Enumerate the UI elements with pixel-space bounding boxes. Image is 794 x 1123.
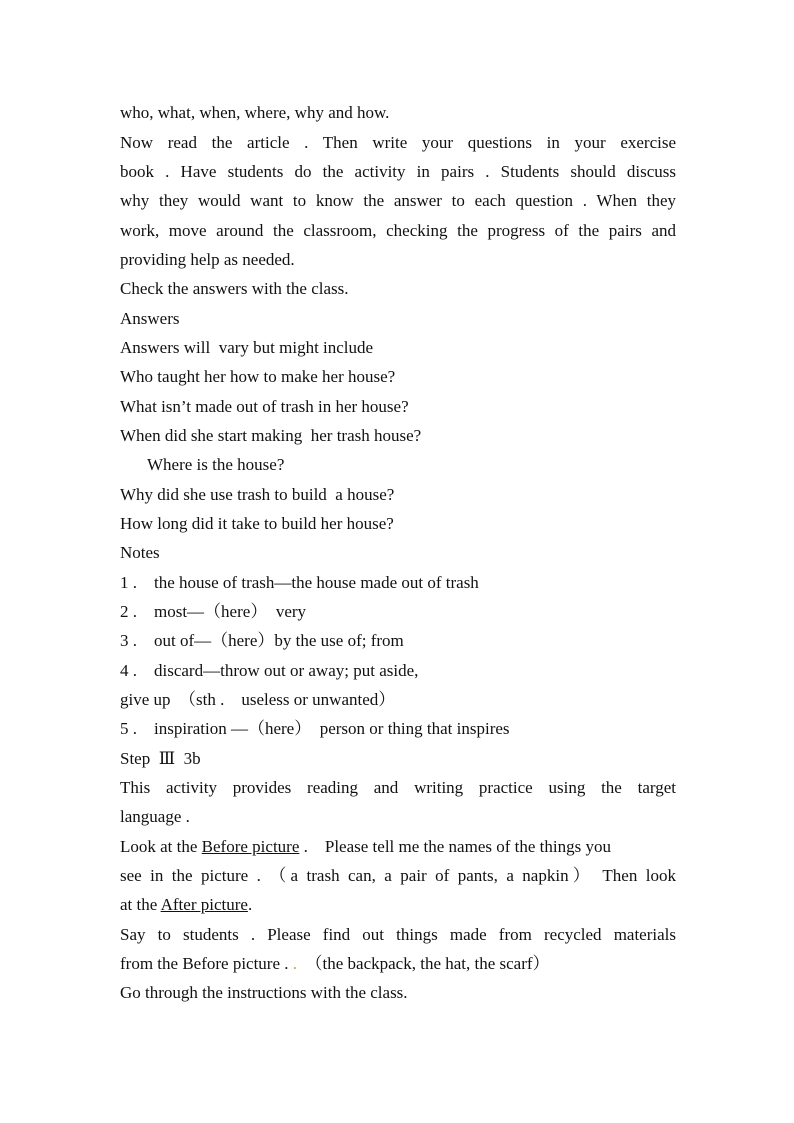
text-segment: at the	[120, 895, 161, 914]
answer-line: When did she start making her trash house?	[120, 426, 422, 445]
text-line	[120, 894, 676, 916]
text-line: Answers will vary but might include	[120, 338, 374, 357]
section-heading: Notes	[120, 543, 160, 562]
text-line: work, move around the classroom, checking the progress of the pairs and	[120, 221, 676, 240]
text-line: language .	[120, 807, 190, 826]
text-line: why they would want to know the answer to each question . When they	[120, 191, 676, 210]
text-line: book . Have students do the activity in pairs . Students should discuss	[120, 162, 676, 181]
answer-line: How long did it take to build her house?	[120, 514, 394, 533]
text-line: Say to students . Please find out things made from recycled materials	[120, 925, 676, 944]
before-picture-link: Before picture	[201, 837, 300, 856]
note-item: 4 . discard—throw out or away; put aside,	[120, 661, 419, 680]
text-line	[120, 836, 676, 858]
answer-line: What isn’t made out of trash in her house?	[120, 397, 409, 416]
note-item: 1 . the house of trash—the house made out of trash	[120, 573, 479, 592]
answer-line: Where is the house?	[147, 455, 285, 474]
text-line: see in the picture . （a trash can, a pair of pants, a napkin） Then look	[120, 866, 676, 885]
text-line: providing help as needed.	[120, 250, 295, 269]
note-item: 5 . inspiration —（here） person or thing that inspires	[120, 719, 510, 738]
text-line: Check the answers with the class.	[120, 279, 349, 298]
note-item: 3 . out of—（here）by the use of; from	[120, 631, 404, 650]
text-line: Now read the article . Then write your questions in your exercise	[120, 133, 676, 152]
text-line	[120, 953, 676, 975]
text-segment: Look at the	[120, 837, 202, 856]
text-segment: from the Before picture .	[120, 954, 293, 973]
note-item-continued: give up （sth . useless or unwanted）	[120, 690, 396, 709]
answer-line: Why did she use trash to build a house?	[120, 485, 395, 504]
after-picture-link: After picture	[160, 895, 248, 914]
note-item: 2 . most—（here） very	[120, 602, 307, 621]
section-heading: Answers	[120, 309, 180, 328]
text-segment: .	[247, 895, 253, 914]
text-line: This activity provides reading and writing practice using the target	[120, 778, 676, 797]
text-segment: . Please tell me the names of the things you	[299, 837, 611, 856]
text-line: who, what, when, where, why and how.	[120, 103, 390, 122]
answer-line: Who taught her how to make her house?	[120, 367, 396, 386]
text-line: Go through the instructions with the class.	[120, 983, 408, 1002]
text-segment: （the backpack, the hat, the scarf）	[297, 954, 550, 973]
text-segment: .	[292, 954, 298, 973]
step-heading: Step Ⅲ 3b	[120, 749, 201, 768]
